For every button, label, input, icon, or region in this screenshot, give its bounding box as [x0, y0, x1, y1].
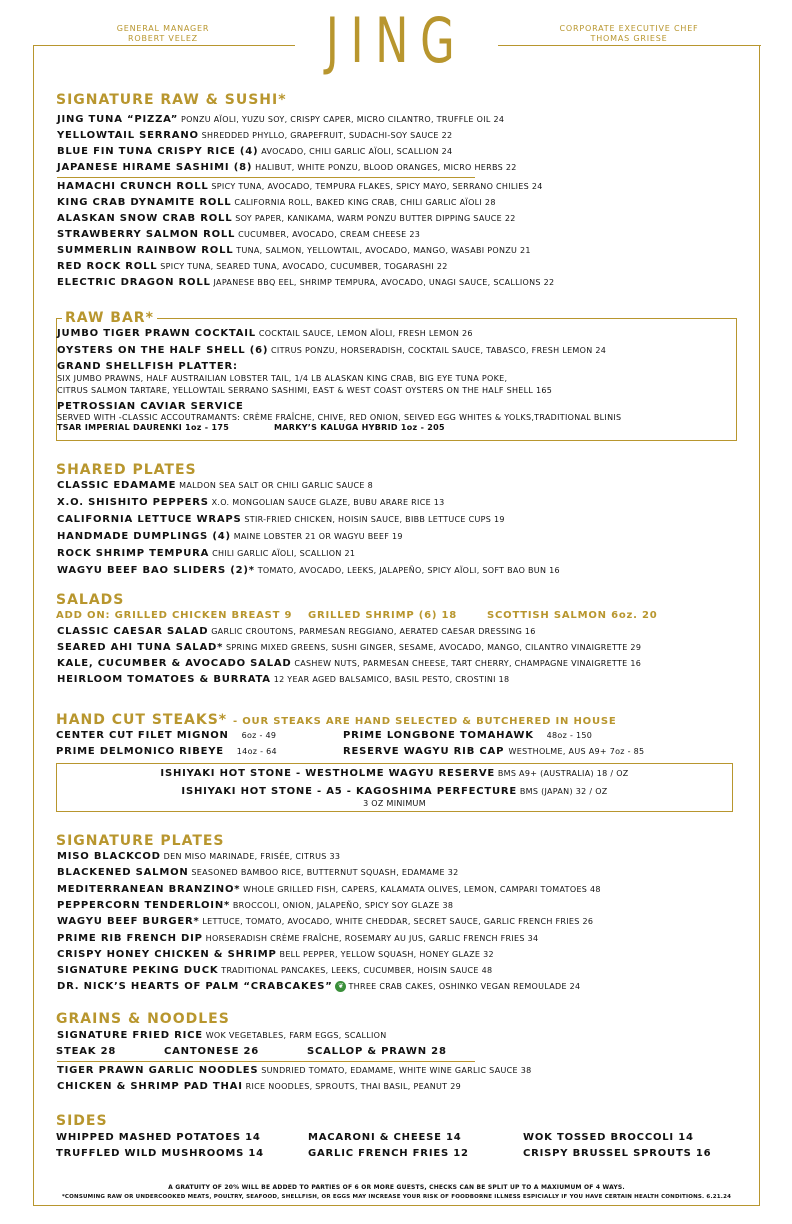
item-name: ROCK SHRIMP TEMPURA [57, 548, 210, 559]
menu-item [57, 851, 340, 863]
item-name: ISHIYAKI HOT STONE - WESTHOLME WAGYU RESERVE [160, 768, 495, 779]
item-desc: BROCCOLI, ONION, JALAPEÑO, SPICY SOY GLAZE 38 [232, 900, 454, 910]
salad-addon: GRILLED SHRIMP (6) 18 [308, 610, 458, 621]
hot-stone-item [56, 786, 733, 798]
menu-item [57, 1030, 387, 1042]
caviar-option: MARKY’S KALUGA HYBRID 1oz - 205 [274, 423, 445, 432]
item-name: PETROSSIAN CAVIAR SERVICE [57, 401, 244, 412]
menu-item [57, 497, 445, 509]
item-desc: 6oz - 49 [241, 731, 277, 740]
menu-item [57, 328, 473, 340]
gm-title: GENERAL MANAGER [116, 24, 210, 33]
item-name: PRIME LONGBONE TOMAHAWK [343, 730, 534, 741]
item-desc: CITRUS SALMON TARTARE, YELLOWTAIL SERRANO SASHIMI, EAST & WEST COAST OYSTERS ON THE HALF SHELL 165 [57, 386, 553, 395]
section-grains-noodles: GRAINS & NOODLES [56, 1011, 230, 1027]
item-name: GRAND SHELLFISH PLATTER: [57, 361, 238, 372]
item-desc: LETTUCE, TOMATO, AVOCADO, WHITE CHEDDAR, SECRET SAUCE, GARLIC FRENCH FRIES 26 [202, 917, 594, 927]
item-desc: TOMATO, AVOCADO, LEEKS, JALAPEÑO, SPICY AÏOLI, SOFT BAO BUN 16 [257, 566, 560, 575]
menu-item [57, 674, 509, 686]
item-desc: SERVED WITH -CLASSIC ACCOUTRAMANTS: CRÈME FRAÎCHE, CHIVE, RED ONION, SEIVED EGG WHITES & YOLKS,TRADITIONAL BLINIS [57, 413, 622, 422]
item-name: BLUE FIN TUNA CRISPY RICE (4) [57, 146, 259, 157]
item-desc: SIX JUMBO PRAWNS, HALF AUSTRAILIAN LOBSTER TAIL, 1/4 LB ALASKAN KING CRAB, BIG EYE TUNA POKE, [57, 374, 508, 383]
item-desc: WHOLE GRILLED FISH, CAPERS, KALAMATA OLIVES, LEMON, CAMPARI TOMATOES 48 [243, 884, 601, 894]
item-name: WAGYU BEEF BAO SLIDERS (2)* [57, 565, 255, 576]
item-name: SEARED AHI TUNA SALAD* [57, 642, 224, 653]
chef-name: THOMAS GRIESE [590, 34, 668, 43]
menu-item [57, 981, 580, 993]
menu-item [57, 965, 492, 977]
section-signature-plates: SIGNATURE PLATES [56, 833, 225, 849]
menu-item [57, 345, 606, 357]
hot-stone-minimum: 3 OZ MINIMUM [363, 799, 426, 808]
menu-item [57, 531, 403, 543]
item-desc: COCKTAIL SAUCE, LEMON AÏOLI, FRESH LEMON 26 [258, 329, 473, 338]
item-name: PRIME RIB FRENCH DIP [57, 932, 203, 944]
menu-item [57, 1081, 461, 1093]
item-name: DR. NICK’S HEARTS OF PALM “CRABCAKES” [57, 981, 333, 993]
menu-item [57, 916, 593, 928]
vegan-leaf-icon: ❦ [335, 981, 346, 992]
item-desc: SEASONED BAMBOO RICE, BUTTERNUT SQUASH, EDAMAME 32 [191, 868, 459, 878]
hot-stone-item [56, 768, 733, 780]
item-name: X.O. SHISHITO PEPPERS [57, 497, 209, 508]
item-desc: BMS (JAPAN) 32 / OZ [519, 787, 608, 796]
item-name: RED ROCK ROLL [57, 261, 158, 272]
item-name: HAMACHI CRUNCH ROLL [57, 181, 209, 192]
item-name: PEPPERCORN TENDERLOIN* [57, 899, 231, 911]
item-desc: X.O. MONGOLIAN SAUCE GLAZE, BUBU ARARE RICE 13 [211, 498, 445, 507]
menu-item [57, 548, 355, 560]
jing-logo: JING [325, 4, 467, 77]
gratuity-note: A GRATUITY OF 20% WILL BE ADDED TO PARTIES OF 6 OR MORE GUESTS, CHECKS CAN BE SPLIT UP TO A MAXIUMUM OF 4 WAYS. [168, 1184, 625, 1191]
item-desc: CASHEW NUTS, PARMESAN CHEESE, TART CHERRY, CHAMPAGNE VINAIGRETTE 16 [294, 659, 642, 668]
steak-item [56, 746, 277, 758]
side-item: GARLIC FRENCH FRIES 12 [308, 1148, 469, 1159]
item-name: ISHIYAKI HOT STONE - A5 - KAGOSHIMA PERFECTURE [181, 786, 518, 797]
menu-item [57, 514, 505, 526]
item-desc: SOY PAPER, KANIKAMA, WARM PONZU BUTTER DIPPING SAUCE 22 [235, 214, 516, 223]
item-desc: TRADITIONAL PANCAKES, LEEKS, CUCUMBER, HOISIN SAUCE 48 [221, 966, 493, 976]
item-name: PRIME DELMONICO RIBEYE [56, 746, 224, 757]
menu-item [57, 658, 641, 670]
divider [57, 177, 475, 178]
menu-item [57, 261, 448, 273]
side-item: WHIPPED MASHED POTATOES 14 [56, 1132, 261, 1143]
item-desc: CHILI GARLIC AÏOLI, SCALLION 21 [212, 549, 356, 558]
salad-addon: SCOTTISH SALMON 6oz. 20 [487, 610, 658, 621]
menu-item [57, 642, 641, 654]
item-desc: 14oz - 64 [236, 747, 277, 756]
item-name: KING CRAB DYNAMITE ROLL [57, 197, 232, 208]
item-desc: HORSERADISH CRÈME FRAÎCHE, ROSEMARY AU JUS, GARLIC FRENCH FRIES 34 [205, 933, 539, 943]
gm-name: ROBERT VELEZ [128, 34, 198, 43]
menu-item [57, 130, 452, 142]
item-name: TIGER PRAWN GARLIC NOODLES [57, 1065, 259, 1076]
item-name: CLASSIC CAESAR SALAD [57, 626, 209, 637]
item-name: SIGNATURE FRIED RICE [57, 1030, 203, 1041]
menu-item [57, 626, 536, 638]
item-desc: CALIFORNIA ROLL, BAKED KING CRAB, CHILI GARLIC AÏOLI 28 [234, 198, 496, 207]
item-desc: PONZU AÏOLI, YUZU SOY, CRISPY CAPER, MICRO CILANTRO, TRUFFLE OIL 24 [181, 115, 505, 124]
section-shared-plates: SHARED PLATES [56, 462, 197, 478]
menu-item [57, 162, 517, 174]
item-desc: STIR-FRIED CHICKEN, HOISIN SAUCE, BIBB LETTUCE CUPS 19 [244, 515, 505, 524]
menu-item [57, 245, 531, 257]
menu-item [57, 565, 560, 577]
item-name: KALE, CUCUMBER & AVOCADO SALAD [57, 658, 292, 669]
item-desc: GARLIC CROUTONS, PARMESAN REGGIANO, AERATED CAESAR DRESSING 16 [211, 627, 536, 636]
item-desc: JAPANESE BBQ EEL, SHRIMP TEMPURA, AVOCADO, UNAGI SAUCE, SCALLIONS 22 [213, 278, 555, 287]
item-name: STRAWBERRY SALMON ROLL [57, 229, 236, 240]
item-name: CALIFORNIA LETTUCE WRAPS [57, 514, 242, 525]
caviar-option: TSAR IMPERIAL DAURENKI 1oz - 175 [57, 423, 230, 432]
item-name: WAGYU BEEF BURGER* [57, 916, 200, 928]
item-desc: DEN MISO MARINADE, FRISÉE, CITRUS 33 [163, 852, 341, 861]
menu-item [57, 933, 538, 945]
salad-addon: ADD ON: GRILLED CHICKEN BREAST 9 [56, 610, 293, 621]
frame-top-left [33, 45, 295, 46]
item-name: CHICKEN & SHRIMP PAD THAI [57, 1081, 243, 1092]
item-name: JAPANESE HIRAME SASHIMI (8) [57, 162, 253, 173]
item-desc: BMS A9+ (AUSTRALIA) 18 / OZ [497, 769, 629, 778]
item-name: HEIRLOOM TOMATOES & BURRATA [57, 674, 271, 685]
menu-item [57, 884, 601, 896]
menu-item [57, 361, 238, 373]
menu-item [57, 401, 244, 413]
item-name: CLASSIC EDAMAME [57, 480, 177, 491]
item-desc: CUCUMBER, AVOCADO, CREAM CHEESE 23 [238, 230, 421, 239]
fried-rice-option: CANTONESE 26 [164, 1046, 260, 1057]
item-desc: SUNDRIED TOMATO, EDAMAME, WHITE WINE GARLIC SAUCE 38 [261, 1066, 532, 1075]
item-name: RESERVE WAGYU RIB CAP [343, 746, 505, 757]
menu-item [57, 229, 420, 241]
side-item: TRUFFLED WILD MUSHROOMS 14 [56, 1148, 264, 1159]
menu-item [57, 949, 494, 961]
item-name: CRISPY HONEY CHICKEN & SHRIMP [57, 948, 277, 960]
steak-item [343, 746, 644, 758]
item-desc: RICE NOODLES, SPROUTS, THAI BASIL, PEANUT 29 [245, 1082, 461, 1091]
item-desc: THREE CRAB CAKES, OSHINKO VEGAN REMOULADE 24 [348, 982, 581, 992]
section-steaks [56, 712, 617, 730]
menu-item [57, 867, 458, 879]
fried-rice-option: SCALLOP & PRAWN 28 [307, 1046, 447, 1057]
fried-rice-option: STEAK 28 [56, 1046, 117, 1057]
section-sides: SIDES [56, 1113, 108, 1129]
menu-item [57, 114, 504, 126]
item-desc: 48oz - 150 [546, 731, 593, 740]
menu-item [57, 277, 554, 289]
steak-item [56, 730, 276, 742]
item-desc: SPRING MIXED GREENS, SUSHI GINGER, SESAME, AVOCADO, MANGO, CILANTRO VINAIGRETTE 29 [225, 643, 642, 652]
item-name: MEDITERRANEAN BRANZINO* [57, 883, 241, 895]
divider [57, 1061, 475, 1062]
item-desc: AVOCADO, CHILI GARLIC AÏOLI, SCALLION 24 [261, 147, 453, 156]
item-desc: WOK VEGETABLES, FARM EGGS, SCALLION [205, 1031, 387, 1040]
item-name: JUMBO TIGER PRAWN COCKTAIL [57, 328, 256, 339]
item-desc: CITRUS PONZU, HORSERADISH, COCKTAIL SAUCE, TABASCO, FRESH LEMON 24 [271, 346, 607, 355]
section-salads: SALADS [56, 592, 125, 608]
item-name: SUMMERLIN RAINBOW ROLL [57, 245, 234, 256]
general-manager [63, 24, 263, 44]
side-item: MACARONI & CHEESE 14 [308, 1132, 462, 1143]
item-name: SIGNATURE PEKING DUCK [57, 965, 219, 977]
consumption-warning: *CONSUMING RAW OR UNDERCOOKED MEATS, POULTRY, SEAFOOD, SHELLFISH, OR EGGS MAY INCREASE YOUR RISK OF FOODBORNE ILLNESS ESPICIALLY IF YOU HAVE CERTAIN HEALTH CONDITIONS. 6.21.24 [61, 1194, 732, 1200]
item-desc: BELL PEPPER, YELLOW SQUASH, HONEY GLAZE 32 [279, 949, 494, 959]
item-name: OYSTERS ON THE HALF SHELL (6) [57, 345, 269, 356]
item-name: CENTER CUT FILET MIGNON [56, 730, 229, 741]
item-desc: SHREDDED PHYLLO, GRAPEFRUIT, SUDACHI-SOY SAUCE 22 [201, 131, 453, 140]
executive-chef [529, 24, 729, 44]
menu-item [57, 213, 516, 225]
steaks-subtitle: - OUR STEAKS ARE HAND SELECTED & BUTCHERED IN HOUSE [233, 716, 617, 727]
chef-title: CORPORATE EXECUTIVE CHEF [559, 24, 699, 33]
item-name: YELLOWTAIL SERRANO [57, 130, 199, 141]
item-name: HANDMADE DUMPLINGS (4) [57, 531, 231, 542]
menu-item [57, 480, 373, 492]
side-item: CRISPY BRUSSEL SPROUTS 16 [523, 1148, 712, 1159]
frame-top-right [498, 45, 761, 46]
item-desc: TUNA, SALMON, YELLOWTAIL, AVOCADO, MANGO, WASABI PONZU 21 [236, 246, 531, 255]
menu-item [57, 181, 543, 193]
item-desc: MALDON SEA SALT OR CHILI GARLIC SAUCE 8 [179, 481, 374, 490]
menu-item [57, 197, 496, 209]
item-desc: HALIBUT, WHITE PONZU, BLOOD ORANGES, MICRO HERBS 22 [255, 163, 517, 172]
item-desc: MAINE LOBSTER 21 OR WAGYU BEEF 19 [233, 532, 403, 541]
menu-item [57, 146, 452, 158]
section-raw-bar: RAW BAR* [62, 310, 157, 326]
item-name: ALASKAN SNOW CRAB ROLL [57, 213, 233, 224]
steaks-title: HAND CUT STEAKS* [56, 712, 228, 728]
item-name: MISO BLACKCOD [57, 851, 161, 862]
steak-item [343, 730, 592, 742]
item-desc: 12 YEAR AGED BALSAMICO, BASIL PESTO, CROSTINI 18 [273, 675, 510, 684]
item-desc: WESTHOLME, AUS A9+ 7oz - 85 [508, 747, 645, 756]
item-name: ELECTRIC DRAGON ROLL [57, 277, 211, 288]
menu-item [57, 900, 453, 912]
side-item: WOK TOSSED BROCCOLI 14 [523, 1132, 694, 1143]
menu-item [57, 1065, 532, 1077]
item-desc: SPICY TUNA, AVOCADO, TEMPURA FLAKES, SPICY MAYO, SERRANO CHILIES 24 [211, 182, 543, 191]
item-desc: SPICY TUNA, SEARED TUNA, AVOCADO, CUCUMBER, TOGARASHI 22 [160, 262, 448, 271]
item-name: BLACKENED SALMON [57, 867, 189, 879]
section-signature-raw: SIGNATURE RAW & SUSHI* [56, 92, 287, 108]
item-name: JING TUNA “PIZZA” [57, 114, 179, 125]
